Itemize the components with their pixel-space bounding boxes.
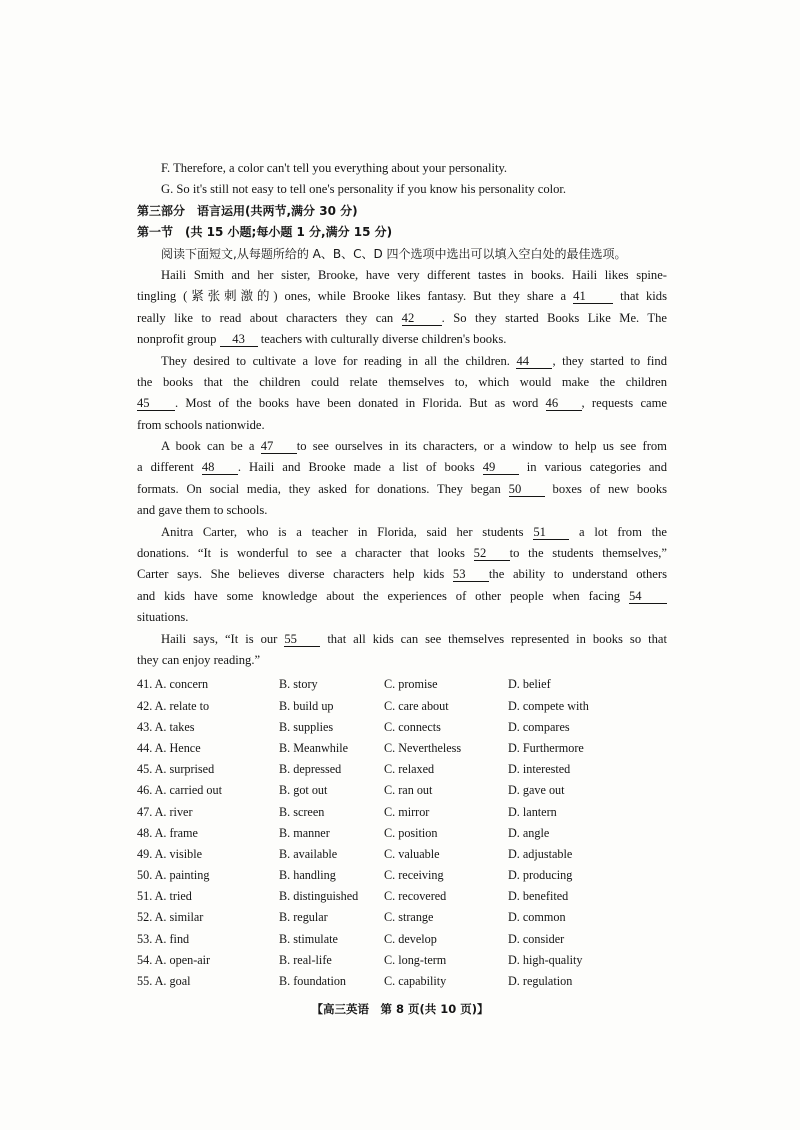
option-choice: D. belief — [508, 677, 551, 692]
option-choice: 47. A. river — [137, 804, 193, 819]
option-row — [137, 865, 667, 886]
option-choice: C. Nevertheless — [384, 740, 462, 755]
exam-page — [137, 158, 667, 992]
option-choice: 41. A. concern — [137, 677, 209, 692]
option-row — [137, 886, 667, 907]
option-choice: B. screen — [279, 804, 325, 819]
passage-line: They desired to cultivate a love for reading in all the children. 44 , they started to find — [161, 353, 667, 368]
option-choice: B. distinguished — [279, 889, 359, 904]
page-footer: 【高三英语 第 8 页(共 10 页)】 — [311, 1002, 489, 1016]
blank-50: 50 — [509, 482, 545, 497]
blank-47: 47 — [261, 439, 297, 454]
option-choice: 45. A. surprised — [137, 762, 215, 777]
option-choice: C. connects — [384, 719, 441, 734]
option-choice: 43. A. takes — [137, 719, 195, 734]
option-choice: C. long-term — [384, 952, 447, 967]
blank-49: 49 — [483, 460, 519, 475]
option-row — [137, 823, 667, 844]
option-choice: C. strange — [384, 910, 434, 925]
blank-52: 52 — [474, 546, 510, 561]
option-choice: C. position — [384, 825, 438, 840]
option-choice: D. Furthermore — [508, 740, 584, 755]
option-choice: D. consider — [508, 931, 565, 946]
passage-line: they can enjoy reading.” — [137, 652, 261, 667]
option-choice: C. valuable — [384, 846, 440, 861]
option-choice: D. compares — [508, 719, 570, 734]
passage-line: formats. On social media, they asked for donations. They began 50 boxes of new books — [137, 481, 668, 496]
option-choice: C. mirror — [384, 804, 430, 819]
option-choice: B. available — [279, 846, 338, 861]
blank-45: 45 — [137, 396, 175, 411]
option-choice: 53. A. find — [137, 931, 190, 946]
passage-line: a different 48 . Haili and Brooke made a list of books 49 in various categories and — [137, 460, 668, 475]
option-f: F. Therefore, a color can't tell you everything about your personality. — [161, 161, 508, 175]
blank-48: 48 — [202, 460, 238, 475]
passage-line: situations. — [137, 610, 189, 625]
option-row — [137, 759, 667, 780]
option-row — [137, 929, 667, 950]
option-choice: 44. A. Hence — [137, 740, 201, 755]
option-choice: D. gave out — [508, 783, 565, 798]
option-choice: C. develop — [384, 931, 437, 946]
option-choice: B. supplies — [279, 719, 334, 734]
option-choice: C. receiving — [384, 868, 444, 883]
option-row — [137, 780, 667, 801]
option-choice: B. foundation — [279, 974, 347, 988]
option-row — [137, 907, 667, 928]
option-choice: C. capability — [384, 974, 447, 988]
passage-line: the books that the children could relate themselves to, which would make the children — [137, 374, 667, 389]
option-row — [137, 971, 667, 992]
passage-line: nonprofit group 43 teachers with culturally diverse children's books. — [137, 332, 507, 347]
blank-55: 55 — [284, 632, 320, 647]
option-choice: B. manner — [279, 825, 330, 840]
option-choice: D. regulation — [508, 974, 573, 988]
passage-line: tingling (紧张刺激的) ones, while Brooke likes fantasy. But they share a 41 that kids — [137, 289, 667, 304]
blank-51: 51 — [533, 525, 569, 540]
option-choice: B. story — [279, 677, 318, 692]
passage-line: A book can be a 47 to see ourselves in its characters, or a window to help us see from — [161, 439, 667, 454]
option-choice: D. benefited — [508, 889, 569, 904]
option-choice: B. got out — [279, 783, 328, 798]
option-choice: D. common — [508, 910, 566, 925]
option-row — [137, 950, 667, 971]
option-choice: D. adjustable — [508, 846, 573, 861]
blank-41: 41 — [573, 289, 613, 304]
option-choice: C. promise — [384, 677, 438, 692]
blank-42: 42 — [402, 311, 442, 326]
option-row — [137, 844, 667, 865]
option-choice: B. depressed — [279, 762, 342, 777]
option-choice: B. real-life — [279, 952, 332, 967]
passage-line: and gave them to schools. — [137, 503, 268, 518]
section1-heading: 第一节 (共 15 小题;每小题 1 分,满分 15 分) — [137, 225, 393, 240]
option-row — [137, 696, 667, 717]
option-row — [137, 738, 667, 759]
option-choice: D. high-quality — [508, 952, 583, 967]
option-choice: 42. A. relate to — [137, 698, 210, 713]
option-choice: C. recovered — [384, 889, 447, 904]
option-choice: 49. A. visible — [137, 846, 203, 861]
passage-line: Haili says, “It is our 55 that all kids can see themselves represented in books so that — [161, 631, 667, 646]
passage-line: Carter says. She believes diverse characters help kids 53 the ability to understand others — [137, 567, 667, 582]
passage-line: and kids have some knowledge about the experiences of other people when facing 54 — [137, 586, 667, 607]
blank-43: 43 — [220, 332, 258, 347]
passage-line: 45 . Most of the books have been donated in Florida. But as word 46 , requests came — [137, 396, 668, 411]
blank-53: 53 — [453, 567, 489, 582]
option-choice: C. care about — [384, 698, 449, 713]
passage — [137, 265, 667, 671]
option-choice: C. ran out — [384, 783, 433, 798]
option-choice: D. producing — [508, 868, 573, 883]
option-choice: 48. A. frame — [137, 825, 198, 840]
option-choice: B. build up — [279, 698, 334, 713]
option-choice: 52. A. similar — [137, 910, 204, 925]
passage-line: from schools nationwide. — [137, 417, 265, 432]
option-choice: B. Meanwhile — [279, 740, 349, 755]
instruction: 阅读下面短文,从每题所给的 A、B、C、D 四个选项中选出可以填入空白处的最佳选项。 — [161, 246, 627, 261]
option-row — [137, 674, 667, 695]
option-choice: D. angle — [508, 825, 550, 840]
option-choice: D. lantern — [508, 804, 557, 819]
passage-line: Haili Smith and her sister, Brooke, have very different tastes in books. Haili likes spine- — [161, 267, 667, 282]
blank-46: 46 — [546, 396, 582, 411]
passage-line: really like to read about characters they can 42 . So they started Books Like Me. The — [137, 310, 667, 325]
blank-44: 44 — [516, 354, 552, 369]
option-choice: 51. A. tried — [137, 889, 192, 904]
answer-options — [137, 674, 667, 992]
option-row — [137, 717, 667, 738]
part3-heading: 第三部分 语言运用(共两节,满分 30 分) — [137, 203, 358, 218]
option-choice: 55. A. goal — [137, 974, 191, 988]
blank-54: 54 — [629, 589, 667, 604]
option-choice: 54. A. open-air — [137, 952, 211, 967]
option-g: G. So it's still not easy to tell one's personality if you know his personality color. — [161, 182, 567, 197]
option-choice: C. relaxed — [384, 762, 435, 777]
option-choice: D. interested — [508, 762, 571, 777]
option-choice: B. handling — [279, 868, 336, 883]
option-choice: B. regular — [279, 910, 328, 925]
option-choice: 50. A. painting — [137, 868, 210, 883]
option-row — [137, 802, 667, 823]
passage-line: donations. “It is wonderful to see a character that looks 52 to the students themselves,” — [137, 546, 668, 561]
option-choice: 46. A. carried out — [137, 783, 222, 798]
passage-line: Anitra Carter, who is a teacher in Florida, said her students 51 a lot from the — [161, 524, 667, 539]
option-choice: B. stimulate — [279, 931, 338, 946]
option-choice: D. compete with — [508, 698, 589, 713]
